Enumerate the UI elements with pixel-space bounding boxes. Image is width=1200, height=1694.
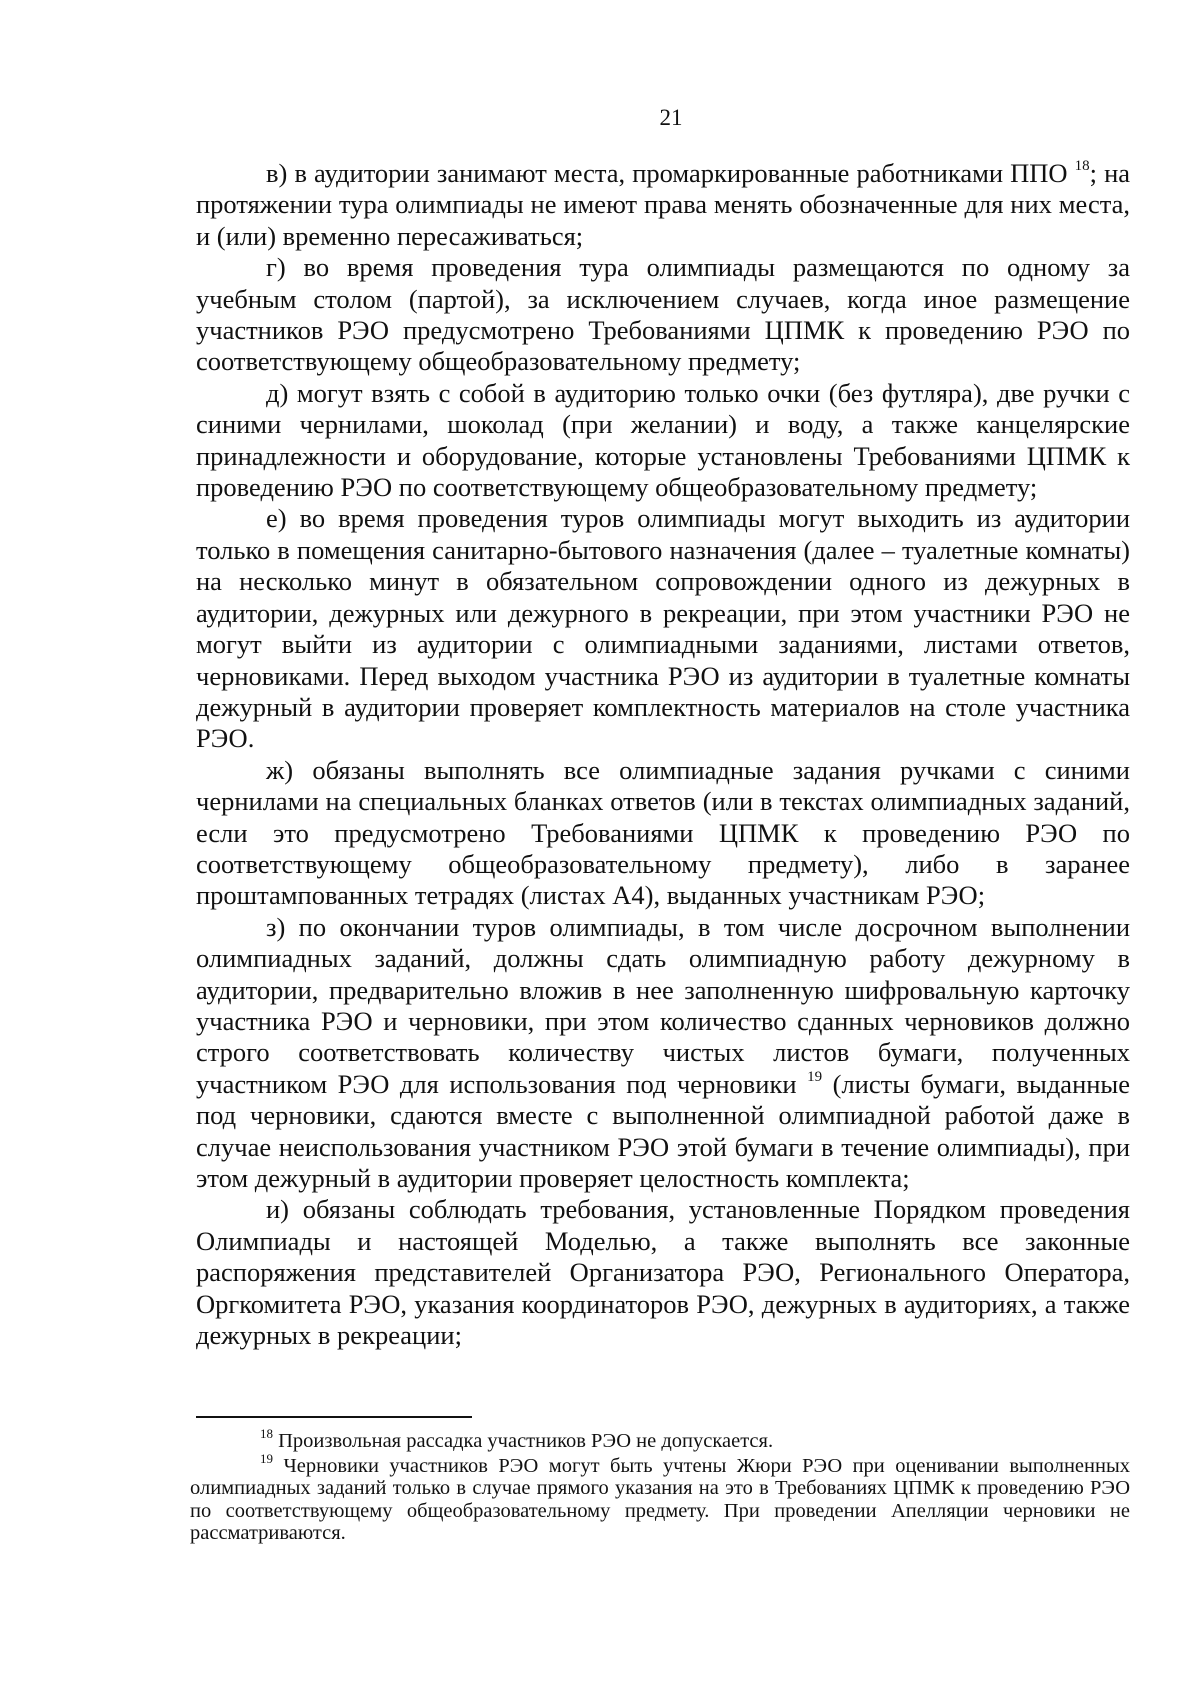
footnote-text: Черновики участников РЭО могут быть учтены Жюри РЭО при оценивании выполненных олимпиадных заданий только в случае прямого указания на это в Требованиях ЦПМК к проведению РЭО по соответствующему общеобразовательному предмету. При проведении Апелляции черновики не рассматриваются. xyxy=(190,1454,1130,1544)
page-number: 21 xyxy=(659,105,683,130)
footnotes xyxy=(190,1426,1130,1547)
paragraph-zh xyxy=(196,755,1130,912)
paragraph-e xyxy=(196,503,1130,754)
paragraph-text: по окончании туров олимпиады, в том числе досрочном выполнении олимпиадных заданий, должны сдать олимпиадную работу дежурному в аудитории, предварительно вложив в нее заполненную шифровальную карточку участника РЭО и черновики, при этом количество сданных черновиков должно строго соответствовать количеству чистых листов бумаги, полученных участником РЭО для использования под черновики xyxy=(196,911,1130,1099)
paragraph-text-continued: ; на протяжении тура олимпиады не имеют права менять обозначенные для них места, и (или) временно пересаживаться; xyxy=(196,158,1131,251)
paragraph-marker: д) xyxy=(266,377,289,408)
paragraph-text: могут взять с собой в аудиторию только очки (без футляра), две ручки с синими чернилами, шоколад (при желании) и воду, а также канцелярские принадлежности и оборудование, которые установлены Требованиями ЦПМК к проведению РЭО по соответствующему общеобразовательному предмету; xyxy=(196,377,1131,503)
paragraph-marker: в) xyxy=(266,158,288,188)
footnote-reference: 19 xyxy=(807,1068,823,1085)
footnote-separator xyxy=(196,1416,472,1418)
paragraph-marker: е) xyxy=(266,503,287,534)
paragraph-marker: г) xyxy=(266,252,286,283)
footnote-18 xyxy=(190,1426,1130,1453)
footnote-number: 19 xyxy=(260,1450,273,1466)
footnote-number: 18 xyxy=(260,1426,273,1441)
paragraph-marker: ж) xyxy=(266,754,294,785)
paragraph-d xyxy=(196,378,1130,504)
footnote-19 xyxy=(190,1450,1130,1545)
paragraph-marker: з) xyxy=(266,911,286,942)
footnote-text: Произвольная рассадка участников РЭО не допускается. xyxy=(278,1430,774,1452)
paragraph-i xyxy=(196,1194,1130,1351)
paragraph-marker: и) xyxy=(266,1194,290,1225)
paragraph-g xyxy=(196,252,1130,378)
paragraph-text-continued: (листы бумаги, выданные под черновики, сдаются вместе с выполненной олимпиадной работой даже в случае неиспользования участником РЭО этой бумаги в течение олимпиады), при этом дежурный в аудитории проверяет целостность комплекта; xyxy=(196,1068,1130,1193)
paragraph-text: в аудитории занимают места, промаркированные работниками ППО xyxy=(294,158,1068,188)
paragraph-text: во время проведения туров олимпиады могут выходить из аудитории только в помещения санитарно-бытового назначения (далее – туалетные комнаты) на несколько минут в обязательном сопровождении одного из дежурных в аудитории, дежурных или дежурного в рекреации, при этом участники РЭО не могут выйти из аудитории с олимпиадными заданиями, листами ответов, черновиками. Перед выходом участника РЭО из аудитории в туалетные комнаты дежурный в аудитории проверяет комплектность материалов на столе участника РЭО. xyxy=(196,503,1131,754)
paragraph-text: обязаны выполнять все олимпиадные задания ручками с синими чернилами на специальных бланках ответов (или в текстах олимпиадных заданий, если это предусмотрено Требованиями ЦПМК к проведению РЭО по соответствующему общеобразовательному предмету), либо в заранее проштампованных тетрадях (листах А4), выданных участникам РЭО; xyxy=(196,754,1130,911)
paragraph-text: обязаны соблюдать требования, установленные Порядком проведения Олимпиады и настоящей Моделью, а также выполнять все законные распоряжения представителей Организатора РЭО, Регионального Оператора, Оргкомитета РЭО, указания координаторов РЭО, дежурных в аудиториях, а также дежурных в рекреации; xyxy=(196,1194,1130,1351)
footnote-reference: 18 xyxy=(1074,158,1090,174)
paragraph-z xyxy=(196,912,1130,1195)
main-text xyxy=(196,158,1130,1351)
paragraph-text: во время проведения тура олимпиады размещаются по одному за учебным столом (партой), за исключением случаев, когда иное размещение участников РЭО предусмотрено Требованиями ЦПМК к проведению РЭО по соответствующему общеобразовательному предмету; xyxy=(196,252,1130,377)
paragraph-v xyxy=(196,158,1130,252)
